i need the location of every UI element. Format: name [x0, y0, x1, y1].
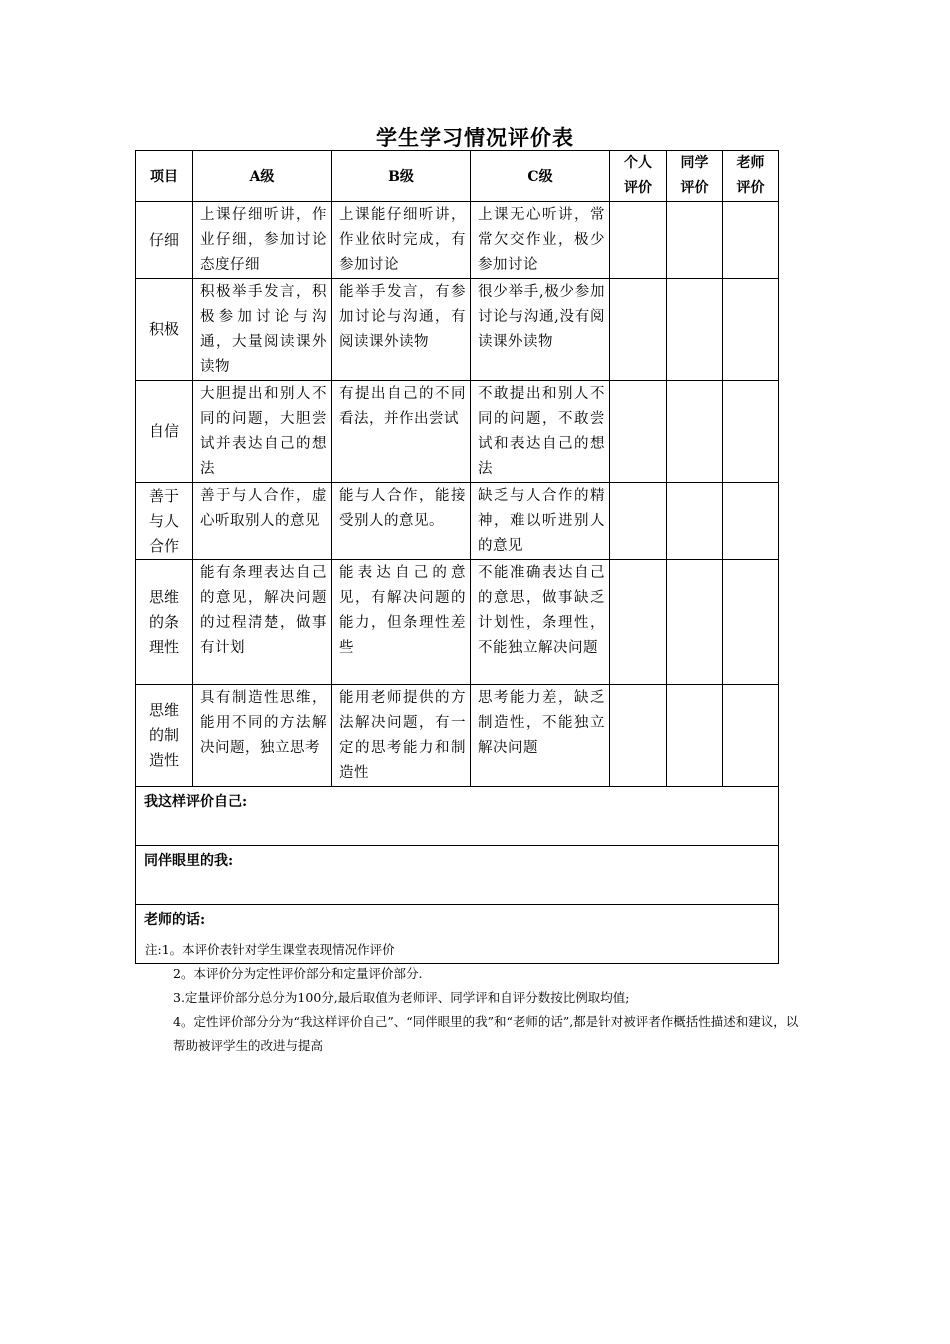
header-teacher-line1: 老师 [736, 155, 765, 171]
row-item [136, 560, 193, 685]
c-level-cell: 不能准确表达自己的意思，做事缺乏计划性，条理性，不能独立解决问题 [471, 560, 610, 685]
b-level-cell: 能与人合作，能接受别人的意见。 [332, 483, 471, 560]
row-item [136, 483, 193, 560]
row-item [136, 202, 193, 279]
row-item-line: 思维 [148, 701, 179, 719]
row-item-line: 善于 [148, 486, 179, 505]
row-item-line: 理性 [148, 637, 179, 656]
teacher-eval-cell[interactable] [723, 685, 779, 787]
a-level-cell: 能有条理表达自己的意见，解决问题的过程清楚，做事有计划 [193, 560, 332, 685]
row-item [136, 279, 193, 381]
c-level-cell: 不敢提出和别人不同的问题，不敢尝试和表达自己的想法 [471, 381, 610, 483]
header-a-level: A级 [193, 151, 332, 202]
self-eval-cell[interactable] [610, 483, 667, 560]
teacher-eval-cell[interactable] [723, 381, 779, 483]
row-item-line: 积极 [148, 320, 179, 338]
self-eval-cell[interactable] [610, 279, 667, 381]
b-level-cell: 能表达自己的意见，有解决问题的能力，但条理性差些 [332, 560, 471, 685]
table-row [136, 560, 779, 685]
header-peer-line2: 评价 [680, 180, 709, 196]
self-eval-cell[interactable] [610, 560, 667, 685]
header-self-line2: 评价 [624, 180, 652, 196]
a-level-cell: 善于与人合作，虚心听取别人的意见 [193, 483, 332, 560]
header-teacher-line2: 评价 [736, 180, 765, 196]
row-item-line: 仔细 [148, 230, 179, 249]
self-comment-box[interactable] [136, 787, 779, 846]
teacher-eval-cell[interactable] [723, 279, 779, 381]
row-item-line: 自信 [148, 422, 179, 440]
c-level-cell: 缺乏与人合作的精神，难以听进别人的意见 [471, 483, 610, 560]
b-level-cell: 上课能仔细听讲，作业依时完成，有参加讨论 [332, 202, 471, 279]
row-item-line: 的制 [148, 726, 179, 744]
header-b-level: B级 [332, 151, 471, 202]
header-row [136, 151, 779, 202]
a-level-cell: 积极举手发言，积极参加讨论与沟通，大量阅读课外读物 [193, 279, 332, 381]
header-peer-eval [667, 151, 723, 202]
b-level-cell: 能用老师提供的方法解决问题，有一定的思考能力和制造性 [332, 685, 471, 787]
peer-eval-cell[interactable] [667, 202, 723, 279]
note-line-text: 4。定性评价部分分为“我这样评价自己”、“同伴眼里的我”和“老师的话”,都是针对被评者作概括性描述和建议，以帮助被评学生的改进与提高 [173, 1014, 799, 1053]
a-level-cell: 大胆提出和别人不同的问题，大胆尝试并表达自己的想法 [193, 381, 332, 483]
peer-comment-box[interactable] [136, 846, 779, 905]
note-line: 3.定量评价部分总分为100分,最后取值为老师评、同学评和自评分数按比例取均值; [173, 990, 630, 1005]
note-line: 2。本评价分为定性评价部分和定量评价部分. [173, 966, 423, 981]
table-row [136, 381, 779, 483]
header-c-level: C级 [471, 151, 610, 202]
header-item: 项目 [136, 151, 193, 202]
row-item [136, 381, 193, 483]
header-self-line1: 个人 [624, 155, 652, 171]
notes-section [145, 938, 810, 1058]
peer-eval-cell[interactable] [667, 560, 723, 685]
table-row [136, 202, 779, 279]
peer-eval-cell[interactable] [667, 279, 723, 381]
row-item-line: 与人 [148, 511, 179, 530]
b-level-cell: 能举手发言，有参加讨论与沟通，有阅读课外读物 [332, 279, 471, 381]
header-peer-line1: 同学 [680, 155, 709, 171]
teacher-eval-cell[interactable] [723, 483, 779, 560]
header-teacher-eval [723, 151, 779, 202]
self-eval-cell[interactable] [610, 685, 667, 787]
self-eval-cell[interactable] [610, 202, 667, 279]
self-comment-label: 我这样评价自己: [144, 794, 248, 810]
page-title: 学生学习情况评价表 [376, 125, 574, 150]
teacher-comment-label: 老师的话: [144, 912, 206, 928]
table-row [136, 279, 779, 381]
note-line-wrapped [145, 1010, 810, 1058]
a-level-cell: 具有制造性思维，能用不同的方法解决问题，独立思考 [193, 685, 332, 787]
teacher-eval-cell[interactable] [723, 560, 779, 685]
row-item-line: 的条 [148, 612, 179, 631]
table-row [136, 483, 779, 560]
note-line: 注:1。本评价表针对学生课堂表现情况作评价 [145, 942, 395, 957]
evaluation-table [135, 150, 779, 964]
self-eval-cell[interactable] [610, 381, 667, 483]
peer-eval-cell[interactable] [667, 685, 723, 787]
comment-row-peer [136, 846, 779, 905]
table-row [136, 685, 779, 787]
a-level-cell: 上课仔细听讲，作业仔细，参加讨论态度仔细 [193, 202, 332, 279]
comment-row-self [136, 787, 779, 846]
peer-comment-label: 同伴眼里的我: [144, 853, 234, 869]
peer-eval-cell[interactable] [667, 483, 723, 560]
peer-eval-cell[interactable] [667, 381, 723, 483]
c-level-cell: 很少举手,极少参加讨论与沟通,没有阅读课外读物 [471, 279, 610, 381]
row-item [136, 685, 193, 787]
teacher-eval-cell[interactable] [723, 202, 779, 279]
header-self-eval [610, 151, 667, 202]
c-level-cell: 上课无心听讲，常常欠交作业，极少参加讨论 [471, 202, 610, 279]
b-level-cell: 有提出自己的不同看法，并作出尝试 [332, 381, 471, 483]
row-item-line: 造性 [148, 751, 179, 769]
row-item-line: 思维 [148, 587, 179, 606]
row-item-line: 合作 [148, 536, 179, 555]
c-level-cell: 思考能力差，缺乏制造性，不能独立解决问题 [471, 685, 610, 787]
